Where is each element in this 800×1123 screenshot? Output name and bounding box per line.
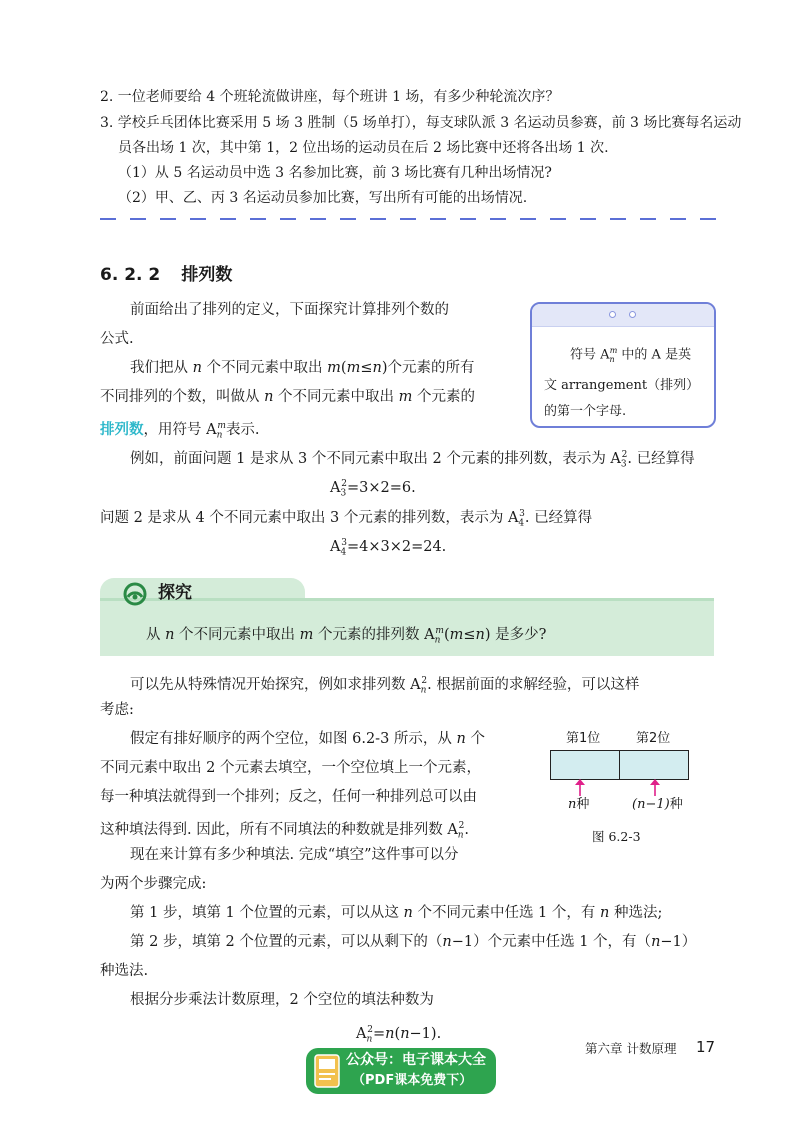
figure-choice-2: (n−1)种 [632,797,683,812]
step-2: 第 2 步，填第 2 个位置的元素，可以从剩下的（n−1）个元素中任选 1 个，有（n−1） [130,934,697,950]
intro-line1: 前面给出了排列的定义，下面探究计算排列个数的 [130,302,449,318]
explain-line7: 现在来计算有多少种填法. 完成“填空”这件事可以分 [130,847,459,863]
arrow-up-icon [645,779,665,797]
intro-line2: 公式. [100,331,134,347]
exercise-3-sub2: （2）甲、乙、丙 3 名运动员参加比赛，写出所有可能的出场情况. [118,190,528,206]
side-note [530,302,716,428]
figure-slot-1 [550,750,620,780]
figure-slot-2 [619,750,689,780]
figure-position-2-label: 第2位 [636,731,671,746]
explore-icon [122,582,148,606]
book-icon [314,1054,340,1088]
figure-position-1-label: 第1位 [566,731,601,746]
exercise-2: 2. 一位老师要给 4 个班轮流做讲座，每个班讲 1 场，有多少种轮流次序？ [100,89,560,105]
term-permutation-number: 排列数 [100,421,144,438]
explore-divider [100,598,714,601]
note-header [532,304,714,327]
step-2-cont: 种选法. [100,963,149,979]
note-dot-icon [610,312,615,317]
final-equation: $A_n^2=n(n-1)$. [356,1025,442,1045]
explain-line3: 假定有排好顺序的两个空位，如图 6.2-3 所示，从 n 个 [130,731,485,747]
page-number: 17 [696,1038,716,1056]
watermark-line1: 公众号：电子课本大全 [346,1052,486,1068]
section-heading [100,262,232,288]
example-line1: 例如，前面问题 1 是求从 3 个不同元素中取出 2 个元素的排列数，表示为 $A_3^2$. 已经算得 [130,450,695,470]
definition-line2: 不同排列的个数，叫做从 n 个不同元素中取出 m 个元素的 [100,389,476,405]
explain-line4: 不同元素中取出 2 个元素去填空，一个空位填上一个元素， [100,760,481,776]
step-1: 第 1 步，填第 1 个位置的元素，可以从这 n 个不同元素中任选 1 个，有 n 种选法; [130,905,663,921]
exercise-3-line1: 3. 学校乒乓团体比赛采用 5 场 3 胜制（5 场单打），每支球队派 3 名运动员参赛，前 3 场比赛每名运动 [100,115,742,131]
explain-line2: 考虑: [100,702,134,718]
figure-choice-1: n种 [568,797,590,812]
exercise-3-sub1: （1）从 5 名运动员中选 3 名参加比赛，前 3 场比赛有几种出场情况? [118,165,552,181]
explore-question: 从 n 个不同元素中取出 m 个元素的排列数 $A_n^m(m\le n)$ 是多少? [146,626,547,646]
explore-label: 探究 [158,583,192,603]
definition-line3: 排列数，用符号 $A_n^m$表示. [100,421,260,441]
equation-1: $A_3^2=3\times 2=6$. [330,479,416,499]
section-title: 排列数 [181,265,233,285]
arrow-up-icon [570,779,590,797]
explain-line5: 每一种填法就得到一个排列；反之，任何一种排列总可以由 [100,789,477,805]
explain-line6: 这种填法得到. 因此，所有不同填法的种数就是排列数 $A_n^2$. [100,821,469,841]
equation-2: $A_4^3=4\times 3\times 2=24$. [330,538,447,558]
figure-caption: 图 6.2-3 [592,829,641,844]
note-dot-icon [630,312,635,317]
definition-line1: 我们把从 n 个不同元素中取出 m(m≤n)个元素的所有 [130,360,475,376]
exercise-3-line2: 员各出场 1 次，其中第 1，2 位出场的运动员在后 2 场比赛中还将各出场 1 次. [118,140,609,156]
section-number: 6. 2. 2 [100,265,161,285]
explain-line8: 为两个步骤完成: [100,876,207,892]
note-text: 符号 $A_n^m$ 中的 A 是英 文 arrangement（排列） 的第一个字母. [544,346,700,419]
example-line2: 问题 2 是求从 4 个不同元素中取出 3 个元素的排列数，表示为 $A_4^3$. 已经算得 [100,509,593,529]
chapter-label: 第六章 计数原理 [585,1041,677,1056]
watermark-line2: （PDF课本免费下） [352,1073,473,1088]
conclusion-line: 根据分步乘法计数原理，2 个空位的填法种数为 [130,992,434,1008]
explain-line1: 可以先从特殊情况开始探究，例如求排列数 $A_n^2$. 根据前面的求解经验，可以这样 [130,676,640,696]
